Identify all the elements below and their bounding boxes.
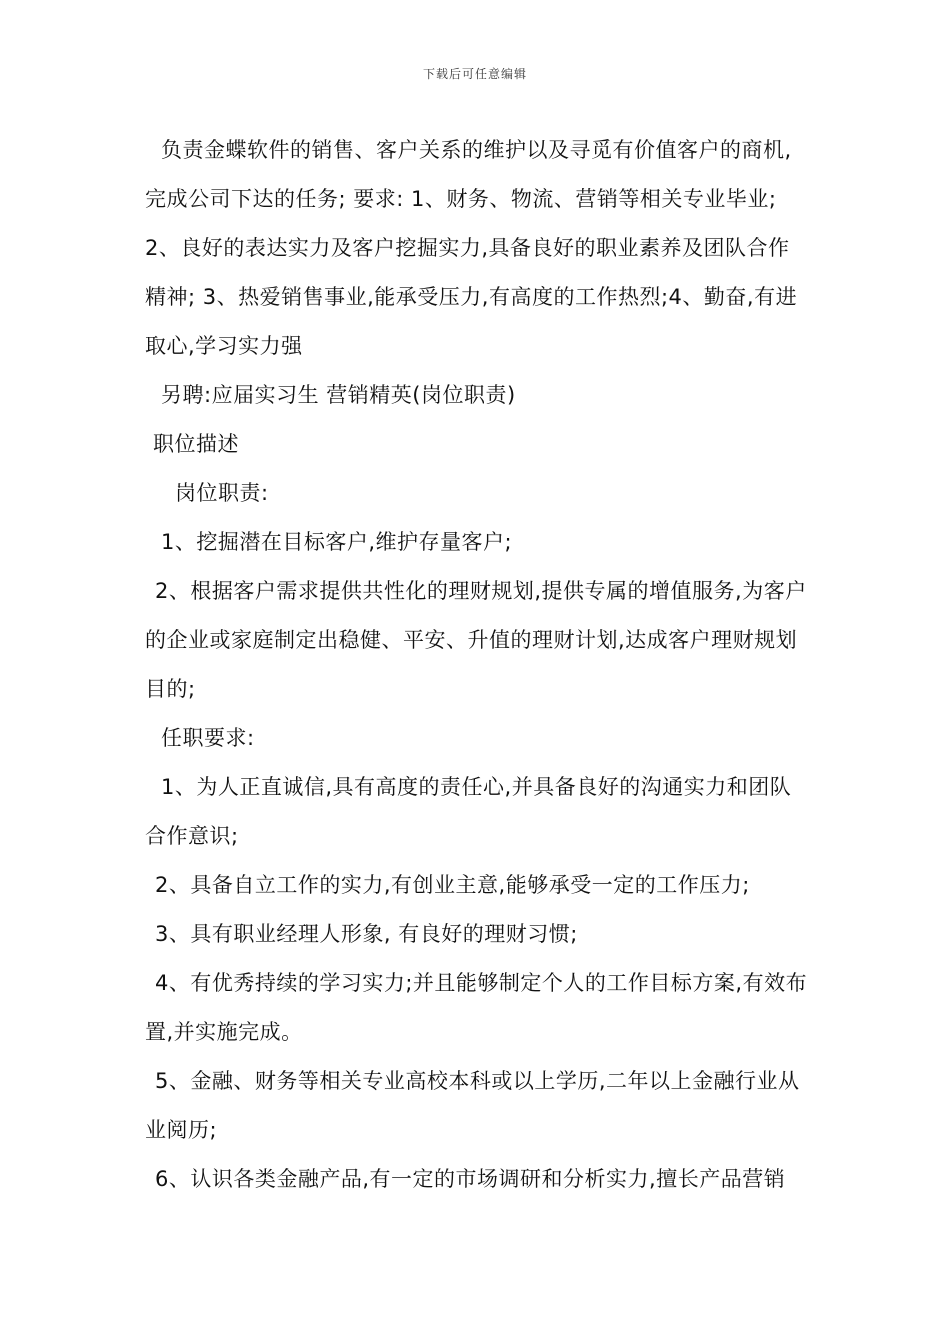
list-item-requirement-1: 1、为人正直诚信,具有高度的责任心,并具备良好的沟通实力和团队合作意识; — [145, 775, 792, 848]
paragraph-responsibilities-heading: 岗位职责: — [175, 481, 269, 505]
paragraph-job-description-heading: 职位描述 — [153, 432, 239, 456]
paragraph-also-hiring: 另聘:应届实习生 营销精英(岗位职责) — [161, 383, 516, 407]
page-header: 下载后可任意编辑 — [422, 67, 527, 81]
list-item-responsibility-1: 1、挖掘潜在目标客户,维护存量客户; — [161, 530, 513, 554]
list-item-requirement-5: 5、金融、财务等相关专业高校本科或以上学历,二年以上金融行业从业阅历; — [145, 1069, 800, 1142]
document-body — [145, 126, 810, 1204]
list-item-requirement-2: 2、具备自立工作的实力,有创业主意,能够承受一定的工作压力; — [155, 873, 750, 897]
paragraph-job-duties: 负责金蝶软件的销售、客户关系的维护以及寻觅有价值客户的商机,完成公司下达的任务; 要求: 1、财务、物流、营销等相关专业毕业; 2、良好的表达实力及客户挖掘实力,具备良好的职业素养及团队合作精神; 3、热爱销售事业,能承受压力,有高度的工作热烈;4、勤奋,有进取心,学习实力强 — [145, 138, 798, 358]
list-item-requirement-4: 4、有优秀持续的学习实力;并且能够制定个人的工作目标方案,有效布置,并实施完成。 — [145, 971, 808, 1044]
list-item-requirement-3: 3、具有职业经理人形象, 有良好的理财习惯; — [155, 922, 578, 946]
list-item-requirement-6: 6、认识各类金融产品,有一定的市场调研和分析实力,擅长产品营销 — [155, 1167, 786, 1191]
list-item-responsibility-2: 2、根据客户需求提供共性化的理财规划,提供专属的增值服务,为客户的企业或家庭制定出稳健、平安、升值的理财计划,达成客户理财规划目的; — [145, 579, 807, 701]
paragraph-requirements-heading: 任职要求: — [161, 726, 255, 750]
